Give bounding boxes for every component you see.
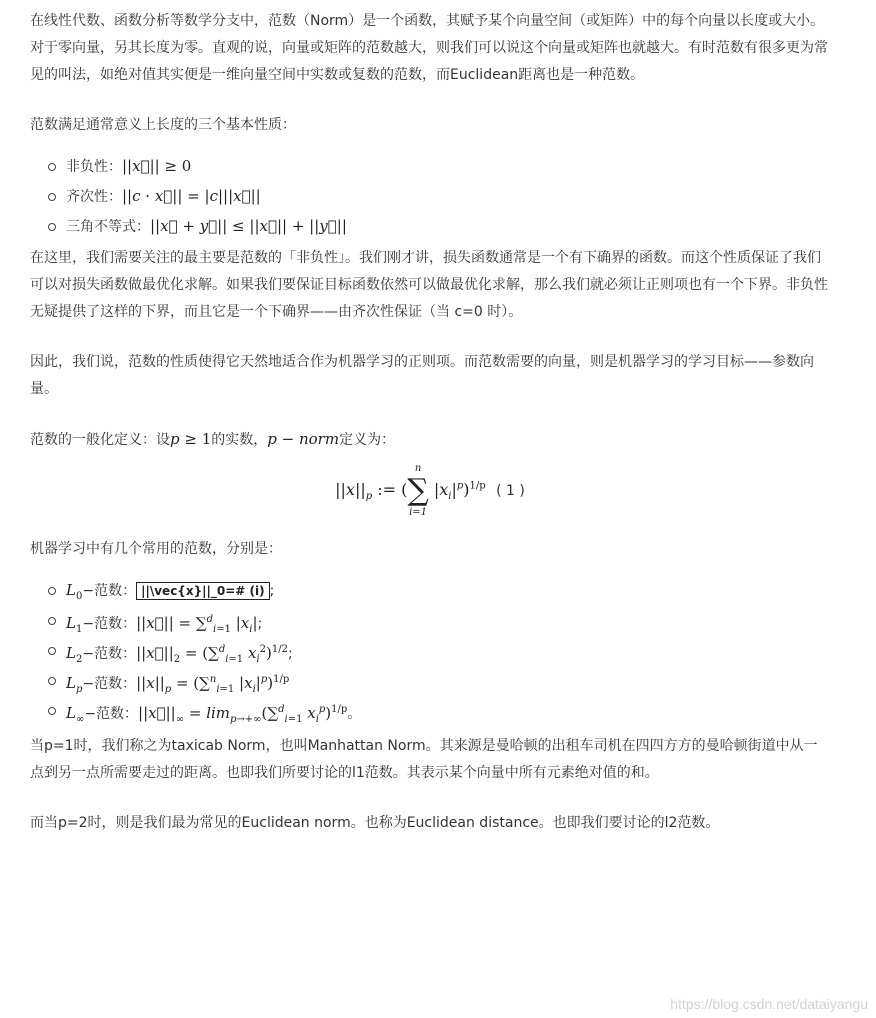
article-body (30, 8, 830, 860)
watermark: https://blog.csdn.net/dataiyangu (670, 996, 868, 1012)
properties-list (30, 151, 830, 241)
list-item: $L_2-$范数：$||x⃗||_2 = (\sum^d_{i=1}$ $x_i^2)^{1/2}$; (30, 635, 830, 665)
formula-tag: ( 1 ) (496, 483, 525, 499)
common-norms-intro: 机器学习中有几个常用的范数，分别是： (30, 541, 282, 557)
intro-paragraph: 在线性代数、函数分析等数学分支中，范数（Norm）是一个函数，其赋予某个向量空间（或矩阵）中的每个向量以长度或大小。对于零向量，另其长度为零。直观的说，向量或矩阵的范数越大，则我们可以说这个向量或矩阵也就越大。有时范数有很多更为常见的叫法，如绝对值其实便是一维向量空间中实数或复数的范数，而Euclidean距离也是一种范数。 (30, 13, 828, 83)
general-definition: 范数的一般化定义：设p ≥ 1的实数，p − norm定义为： (30, 430, 396, 448)
list-item: $L_1-$范数：||x⃗|| = ∑$^d_{i=1}$ $|x_i|$; (30, 605, 830, 635)
l1-paragraph: 当p=1时，我们称之为taxicab Norm，也叫Manhattan Norm。其来源是曼哈顿的出租车司机在四四方方的曼哈顿街道中从一点到另一点所需要走过的距离。也即我们所要讨论的l1范数。其表示某个向量中所有元素绝对值的和。 (30, 738, 818, 781)
properties-intro: 范数满足通常意义上长度的三个基本性质： (30, 117, 296, 133)
l2-paragraph: 而当p=2时，则是我们最为常见的Euclidean norm。也称为Euclidean distance。也即我们要讨论的l2范数。 (30, 815, 720, 831)
raw-latex-box: ||\vec{x}||_0=# (i) (136, 582, 270, 600)
list-item: $L_p-$范数：$||x||_p = (\sum^n_{i=1}$ $|x_i|^p)^{1/p}$ (30, 665, 830, 695)
non-negativity-paragraph: 在这里，我们需要关注的最主要是范数的「非负性」。我们刚才讲，损失函数通常是一个有下确界的函数。而这个性质保证了我们可以对损失函数做最优化求解。如果我们要保证目标函数依然可以做最优化求解，那么我们就必须让正则项也有一个下界。非负性无疑提供了这样的下界，而且它是一个下确界——由齐次性保证（当 c=0 时）。 (30, 250, 828, 320)
list-item: 齐次性：||c · x⃗|| = |c|||x⃗|| (30, 181, 830, 211)
norms-list (30, 575, 830, 725)
list-item: 非负性：||x⃗|| ≥ 0 (30, 151, 830, 181)
list-item: $L_\infty-$范数：$||x⃗||_\infty = \lim_{p\to+\infty}(\sum^d_{i=1}$ $x_i^p)^{1/p}$。 (30, 695, 830, 725)
list-item: 三角不等式：||x⃗ + y⃗|| ≤ ||x⃗|| + ||y⃗|| (30, 211, 830, 241)
p-norm-formula: $||x||_p$ := ( n ∑ i=1 $|x_i|^p)^{1/p}$ ( 1 ) (335, 463, 525, 518)
list-item: $L_0-$范数： ||\vec{x}||_0=# (i) ; (30, 575, 830, 605)
regularizer-paragraph: 因此，我们说，范数的性质使得它天然地适合作为机器学习的正则项。而范数需要的向量，则是机器学习的学习目标——参数向量。 (30, 354, 814, 397)
